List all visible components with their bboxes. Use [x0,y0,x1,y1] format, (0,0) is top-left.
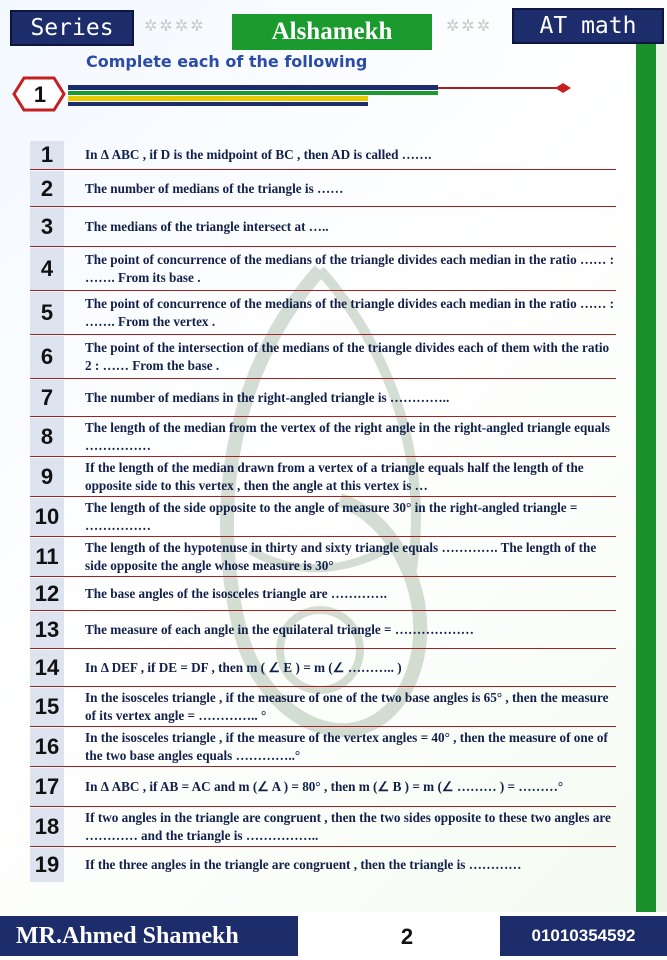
question-row [30,380,616,417]
decorative-glyphs-right: ✲✲✲ [446,16,493,35]
question-number: 13 [30,612,64,648]
right-green-bar [636,40,656,920]
phone-number: 01010354592 [500,916,667,956]
teacher-name: MR.Ahmed Shamekh [0,916,298,956]
question-number: 15 [30,688,64,726]
question-number: 14 [30,650,64,686]
question-text: The length of the hypotenuse in thirty and sixty triangle equals …………. The length of the side opposite the angle whose measure is 30° [85,540,597,573]
question-number: 18 [30,808,64,846]
question-text: In Δ ABC , if AB = AC and m (∠ A ) = 80° , then m (∠ B ) = m (∠ ……… ) = ………° [85,779,564,794]
question-number: 7 [30,380,64,416]
question-row [30,612,616,649]
question-text: The length of the side opposite to the angle of measure 30° in the right-angled triangle = …………… [85,500,578,533]
section-title: Complete each of the following [86,52,368,71]
question-text: The length of the median from the vertex of the right angle in the right-angled triangle equals …………… [85,420,611,453]
question-text: The base angles of the isosceles triangle are …………. [85,586,387,601]
question-number: 3 [30,208,64,246]
question-number: 5 [30,292,64,334]
question-text: In Δ DEF , if DE = DF , then m ( ∠ E ) = m (∠ ……….. ) [85,660,402,675]
question-row [30,728,616,767]
question-number: 17 [30,768,64,806]
question-text: In Δ ABC , if D is the midpoint of BC , then AD is called ……. [85,147,432,162]
question-row [30,650,616,687]
question-number: 2 [30,171,64,206]
question-text: If the three angles in the triangle are congruent , then the triangle is ………… [85,857,522,872]
page-number: 2 [400,924,414,949]
question-number: 8 [30,418,64,456]
question-number: 19 [30,848,64,882]
question-row [30,208,616,247]
question-row [30,458,616,497]
question-row [30,336,616,379]
decorative-glyphs-left: ✲✲✲✲ [144,16,206,35]
question-row [30,688,616,727]
question-text: If the length of the median drawn from a vertex of a triangle equals half the length of the opposite side to this vertex , then the angle at this vertex is … [85,460,584,493]
question-text: In the isosceles triangle , if the measure of the vertex angles = 40° , then the measure of one of the two base angles equals …………..° [85,730,608,763]
question-number: 10 [30,498,64,536]
question-text: The medians of the triangle intersect at ….. [85,219,329,234]
question-text: The number of medians in the right-angled triangle is ………….. [85,390,450,405]
brand-title: Alshamekh [232,14,432,50]
question-row [30,768,616,807]
question-row [30,248,616,291]
question-text: In the isosceles triangle , if the measure of one of the two base angles is 65° , then the measure of its vertex angle = ………….. ° [85,690,609,723]
question-number: 16 [30,728,64,766]
question-row [30,141,616,170]
question-row [30,171,616,207]
question-row [30,808,616,847]
series-label: Series [10,10,134,46]
question-number: 12 [30,578,64,610]
question-text: The point of the intersection of the medians of the triangle divides each of them with the ratio 2 : …… From the base . [85,340,610,373]
question-text: The point of concurrence of the medians of the triangle divides each median in the ratio …… : ……. From the vertex . [85,296,615,329]
question-row [30,418,616,457]
question-number: 6 [30,336,64,378]
question-number: 9 [30,458,64,496]
right-light-strip [656,40,667,920]
question-number: 1 [30,141,64,169]
question-row [30,538,616,577]
question-row [30,498,616,537]
subject-label: AT math [512,8,664,44]
section-number: 1 [33,82,47,107]
question-text: The number of medians of the triangle is …… [85,180,344,196]
question-text: The point of concurrence of the medians of the triangle divides each median in the ratio …… : ……. From its base . [85,252,615,285]
question-row [30,578,616,611]
question-number: 4 [30,248,64,290]
question-number: 11 [30,538,64,576]
question-text: If two angles in the triangle are congruent , then the two sides opposite to these two angles are ………… and the triangle is …………….. [85,810,611,843]
question-row [30,848,616,882]
question-text: The measure of each angle in the equilateral triangle = ……………… [85,622,474,637]
question-row [30,292,616,335]
section-number-banner [10,74,575,114]
